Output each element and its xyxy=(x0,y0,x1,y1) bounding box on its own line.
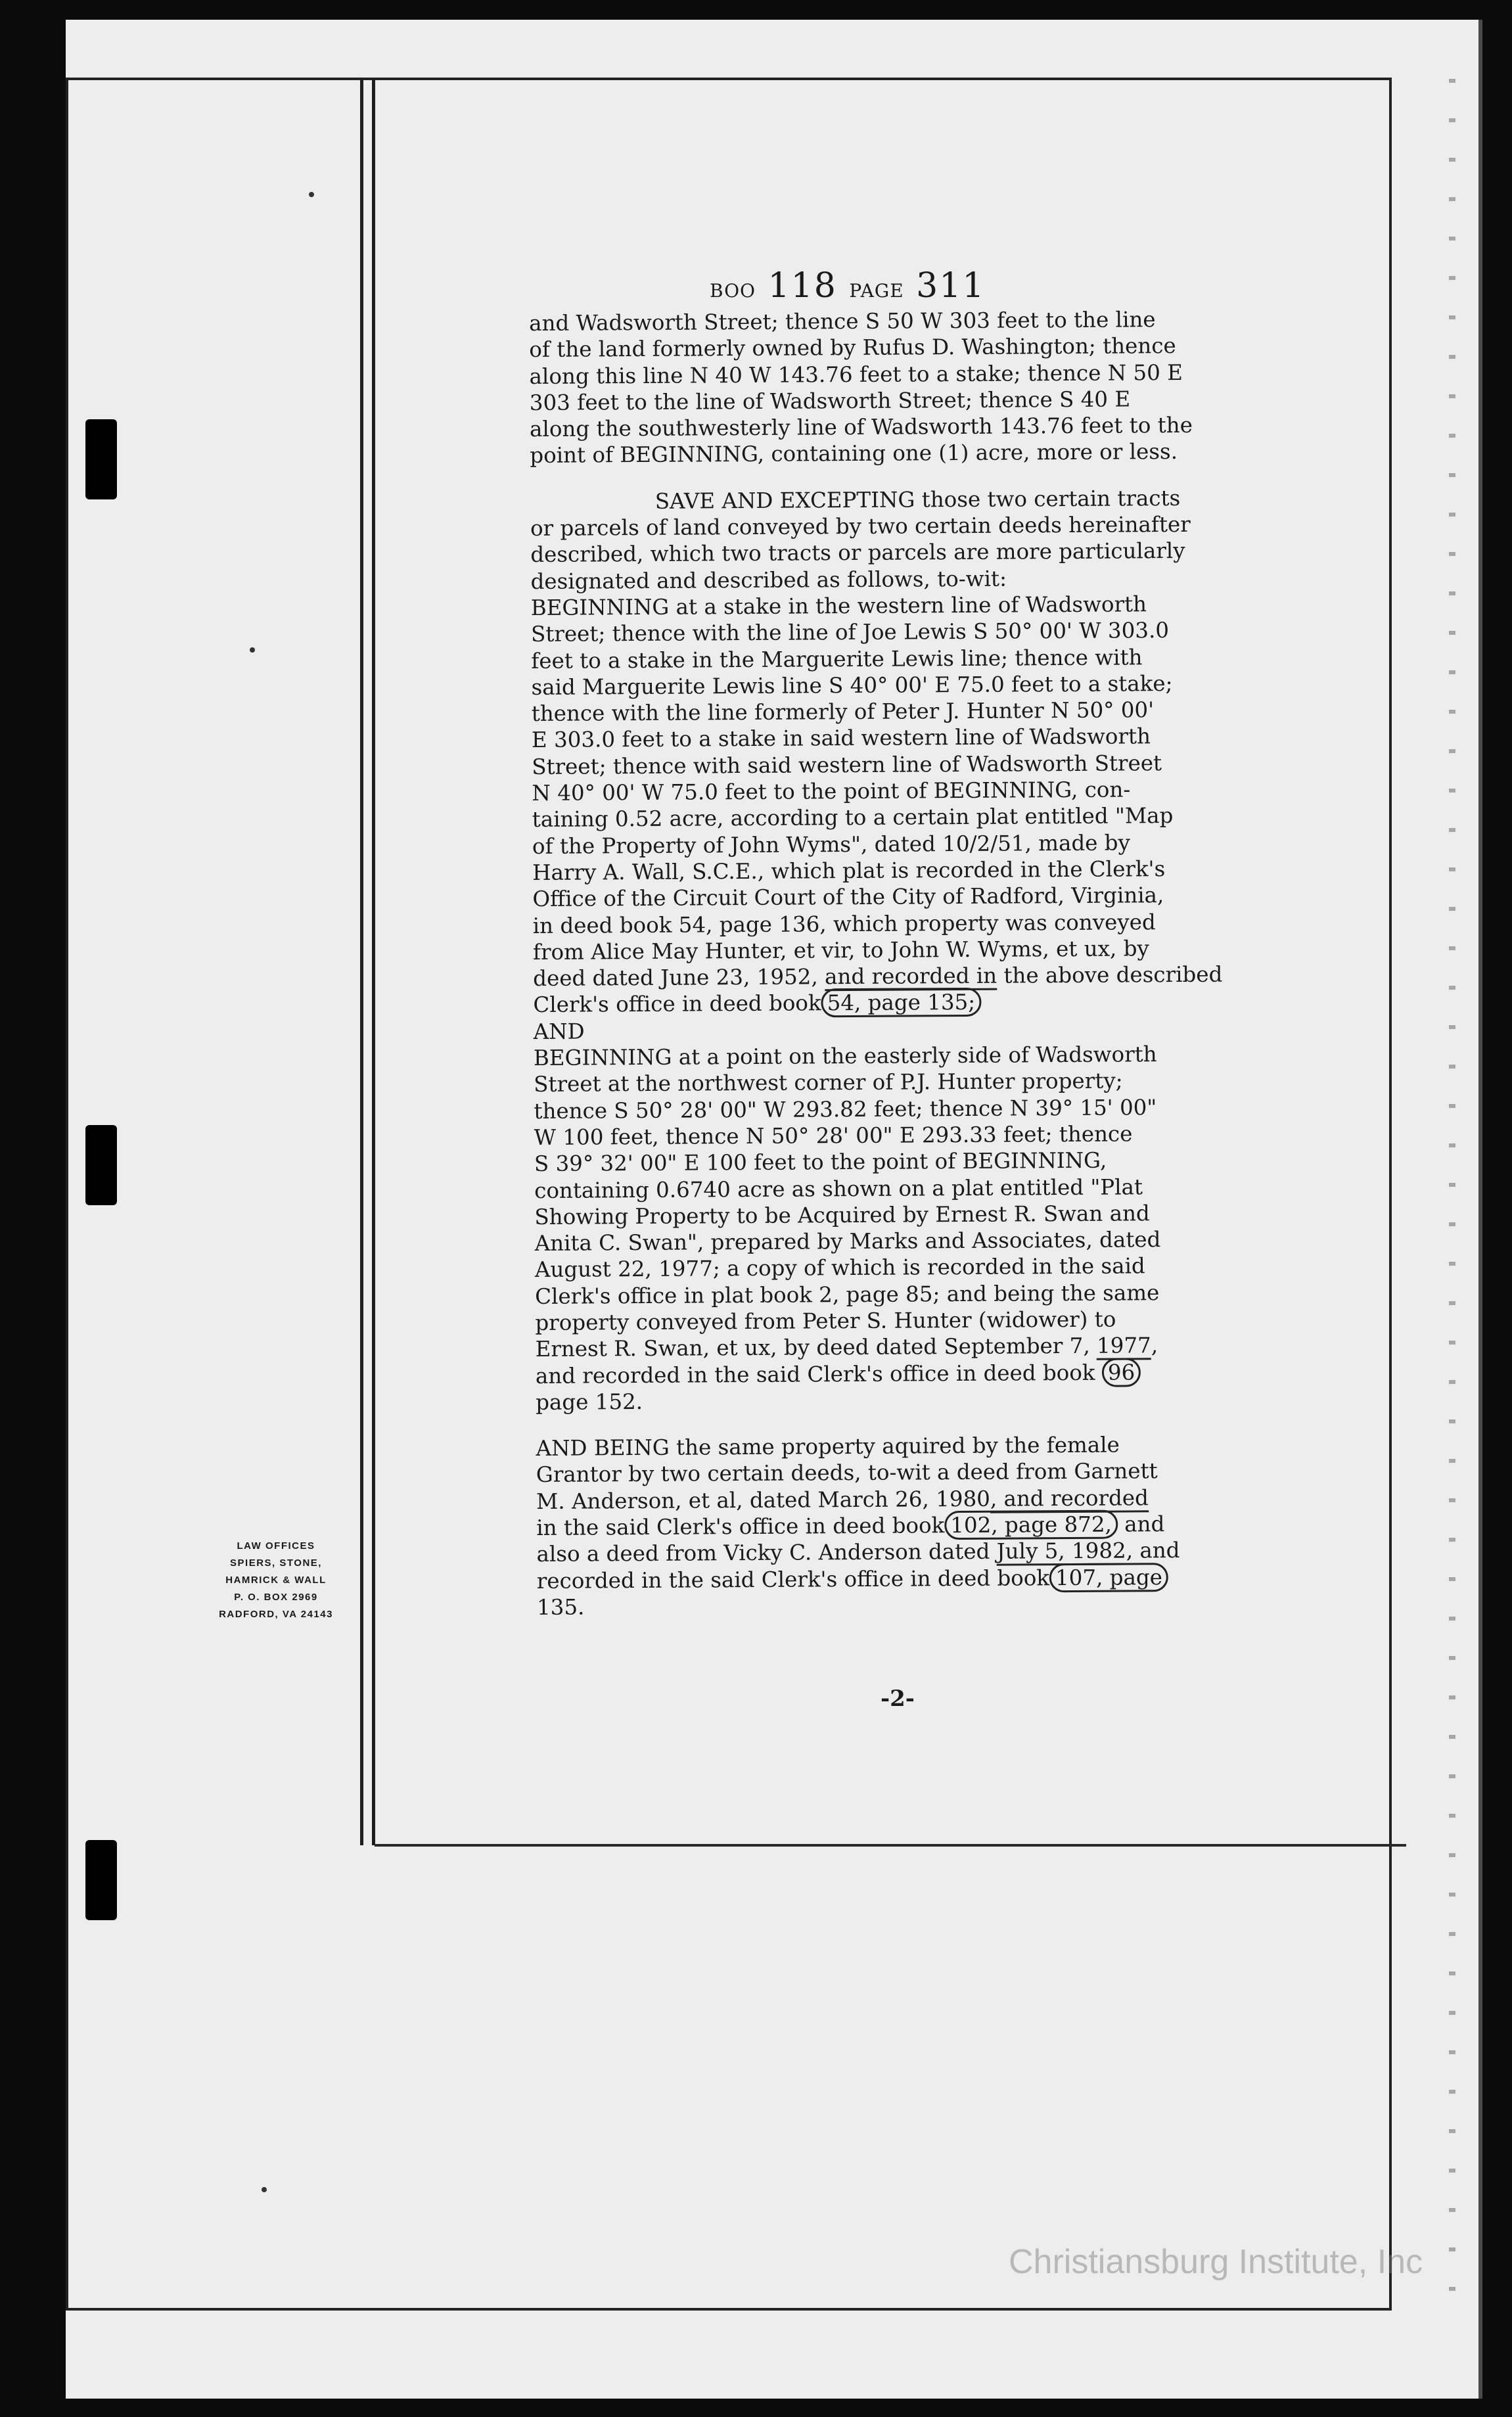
text-line: also a deed from Vicky C. Anderson dated July 5, 1982, and xyxy=(536,1538,1180,1567)
text-line: deed dated June 23, 1952, and recorded in the above described xyxy=(533,961,1223,992)
punch-hole-middle xyxy=(85,1125,117,1205)
text-line: Street at the northwest corner of P.J. Hunter property; xyxy=(534,1068,1123,1097)
text-line: taining 0.52 acre, according to a certain plat entitled "Map xyxy=(532,803,1174,833)
text-line: Street; thence with said western line of Wadsworth Street xyxy=(532,750,1162,779)
text-line: S 39° 32' 00" E 100 feet to the point of BEGINNING, xyxy=(534,1147,1107,1177)
speck xyxy=(309,192,314,197)
handwritten-underline: and recorded in xyxy=(825,963,997,992)
text-line: in the said Clerk's office in deed book 102, page 872, and xyxy=(536,1510,1312,1542)
margin-rule-right xyxy=(372,78,375,1845)
text-line: SAVE AND EXCEPTING those two certain tracts xyxy=(654,485,1181,514)
speck xyxy=(250,647,255,653)
text-line: and Wadsworth Street; thence S 50 W 303 feet to the line xyxy=(529,307,1156,336)
text-line: property conveyed from Peter S. Hunter (widower) to xyxy=(535,1306,1116,1335)
handwritten-underline: 1977 xyxy=(1097,1333,1151,1361)
law-office-stamp: LAW OFFICES SPIERS, STONE, HAMRICK & WALL P. O. BOX 2969 RADFORD, VA 24143 xyxy=(219,1540,333,1620)
book-page-header xyxy=(710,266,985,306)
bottom-divider xyxy=(375,1844,1406,1847)
text-line: Showing Property to be Acquired by Ernest R. Swan and xyxy=(534,1201,1150,1230)
text-line: AND BEING the same property aquired by the female xyxy=(536,1432,1120,1462)
book-number: 118 xyxy=(767,266,837,306)
text-line: N 40° 00' W 75.0 feet to the point of BEGINNING, con- xyxy=(532,777,1131,806)
text-line: M. Anderson, et al, dated March 26, 1980, and recorded xyxy=(536,1485,1149,1514)
text-line: E 303.0 feet to a stake in said western line of Wadsworth xyxy=(531,724,1151,753)
text-line: Street; thence with the line of Joe Lewis S 50° 00' W 303.0 xyxy=(530,618,1170,647)
text-line: thence with the line formerly of Peter J. Hunter N 50° 00' xyxy=(531,697,1155,727)
handwritten-circle: 102, page 872, xyxy=(944,1510,1118,1540)
text-line: thence S 50° 28' 00" W 293.82 feet; thence N 39° 15' 00" xyxy=(534,1094,1157,1124)
handwritten-circle: 107, page xyxy=(1049,1563,1168,1592)
archive-watermark: Christiansburg Institute, Inc xyxy=(1009,2243,1423,2281)
text-line: of the land formerly owned by Rufus D. Washington; thence xyxy=(529,333,1176,363)
text-line: along the southwesterly line of Wadsworth 143.76 feet to the xyxy=(529,413,1193,442)
text-line: BEGINNING at a stake in the western line of Wadsworth xyxy=(530,591,1147,620)
text-line: or parcels of land conveyed by two certain deeds hereinafter xyxy=(530,511,1191,541)
text-line: 303 feet to the line of Wadsworth Street; thence S 40 E xyxy=(529,386,1131,415)
text-line: August 22, 1977; a copy of which is recorded in the said xyxy=(534,1253,1145,1283)
text-line: in deed book 54, page 136, which property was conveyed xyxy=(532,909,1156,938)
page-footer-number: -2- xyxy=(881,1686,915,1712)
text-line: Ernest R. Swan, et ux, by deed dated September 7, 1977, xyxy=(535,1333,1158,1362)
text-line: Grantor by two certain deeds, to-wit a deed from Garnett xyxy=(536,1458,1158,1488)
book-label: BOO xyxy=(710,280,756,302)
text-line: Office of the Circuit Court of the City of Radford, Virginia, xyxy=(532,883,1164,912)
text-line: Clerk's office in plat book 2, page 85; and being the same xyxy=(535,1279,1160,1309)
punch-hole-bottom xyxy=(85,1840,117,1920)
text-line: page 152. xyxy=(536,1389,643,1415)
deed-text xyxy=(529,306,1312,1621)
text-line: and recorded in the said Clerk's office in deed book 96 xyxy=(536,1358,1311,1389)
handwritten-circle: 96 xyxy=(1102,1358,1141,1387)
text-line: BEGINNING at a point on the easterly side of Wadsworth xyxy=(533,1042,1157,1070)
handwritten-underline: July 5, 1982 xyxy=(997,1538,1126,1566)
text-line: from Alice May Hunter, et vir, to John W. Wyms, et ux, by xyxy=(532,936,1149,965)
text-line: 135. xyxy=(536,1594,585,1620)
text-line: Clerk's office in deed book 54, page 135; xyxy=(533,987,1308,1019)
text-line: recorded in the said Clerk's office in deed book 107, page xyxy=(537,1563,1312,1594)
text-line: containing 0.6740 acre as shown on a plat entitled "Plat xyxy=(534,1174,1143,1203)
page-label: PAGE xyxy=(849,280,904,302)
text-line: W 100 feet, thence N 50° 28' 00" E 293.33 feet; thence xyxy=(534,1121,1133,1150)
text-line: feet to a stake in the Marguerite Lewis line; thence with xyxy=(531,644,1143,674)
handwritten-circle: 54, page 135; xyxy=(821,988,982,1017)
text-line: along this line N 40 W 143.76 feet to a stake; thence N 50 E xyxy=(529,359,1183,389)
binding-edge xyxy=(1449,79,1455,2300)
text-line: Anita C. Swan", prepared by Marks and Associates, dated xyxy=(534,1227,1161,1256)
page-number: 311 xyxy=(916,266,986,306)
text-line: point of BEGINNING, containing one (1) acre, more or less. xyxy=(530,439,1178,469)
text-line: described, which two tracts or parcels are more particularly xyxy=(530,538,1185,568)
punch-hole-top xyxy=(85,419,117,499)
text-line: said Marguerite Lewis line S 40° 00' E 75.0 feet to a stake; xyxy=(531,670,1173,700)
handwritten-underline: , and recorded xyxy=(990,1485,1149,1513)
text-line: Harry A. Wall, S.C.E., which plat is recorded in the Clerk's xyxy=(532,856,1166,885)
text-line: AND xyxy=(533,1019,585,1044)
text-line: designated and described as follows, to-wit: xyxy=(530,566,1007,594)
text-line: of the Property of John Wyms", dated 10/2/51, made by xyxy=(532,830,1131,859)
speck xyxy=(262,2187,267,2192)
